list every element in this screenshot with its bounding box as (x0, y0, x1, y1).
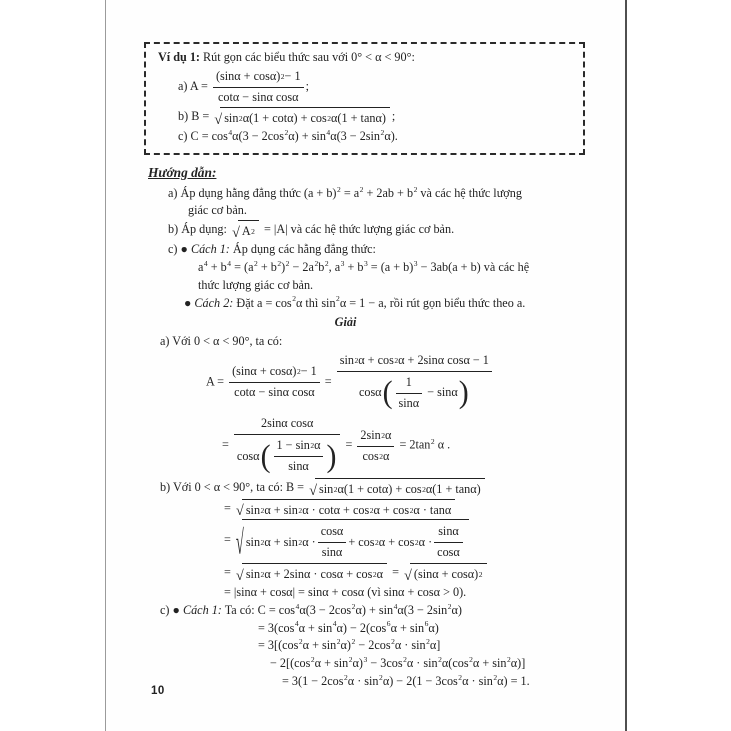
doc-line: a) Với 0 < α < 90°, ta có: (160, 334, 283, 349)
book-page (105, 0, 627, 731)
page-content (106, 0, 625, 691)
doc-line: c) ● Cách 1: Áp dụng các hằng đẳng thức: (168, 242, 376, 257)
doc-line: c) ● Cách 1: Ta có: $C = \cos^4\alpha(3 - 2\cos^2\alpha) + \sin^4\alpha(3 - 2\sin^2\alpha)$ (160, 601, 462, 617)
solution-heading: Giải (334, 315, 357, 330)
doc-line: = $3(\cos^4\alpha + \sin^4\alpha) - 2(\cos^6\alpha + \sin^6\alpha)$ (258, 619, 439, 635)
doc-line: giác cơ bản. (188, 203, 247, 218)
doc-line: Ví dụ 1: Rút gọn các biểu thức sau với 0° < α < 90°: (158, 50, 415, 64)
doc-line: a) Áp dụng hằng đẳng thức $(a + b)^2 = a^2 + 2ab + b^2$ và các hệ thức lượng (168, 184, 522, 200)
doc-line: = $3[(\cos^2\alpha + \sin^2\alpha)^2 - 2\cos^2\alpha \cdot \sin^2\alpha]$ (258, 637, 441, 653)
doc-line: b) B = √ sin 2 α(1 + cotα) + cos 2 α(1 + tanα) ; (178, 107, 575, 128)
doc-line: − $2[(\cos^2\alpha + \sin^2\alpha)^3 - 3\cos^2\alpha \cdot \sin^2\alpha(\cos^2\alpha + \sin^2\alpha)]$ (270, 655, 526, 671)
doc-line: = |sinα + cosα| = sinα + cosα (vì sinα + cosα > 0). (224, 584, 467, 599)
doc-line: a) A = (sinα + cosα) 2 − 1 cotα − sinα cosα ; (178, 68, 309, 104)
doc-line: c) $C = \cos^4\alpha(3 - 2\cos^2\alpha) + \sin^4\alpha(3 - 2\sin^2\alpha)$. (178, 128, 398, 144)
doc-line: $a^4 + b^4 = (a^2 + b^2)^2 - 2a^2b^2$, $a^3 + b^3 = (a + b)^3 - 3ab(a + b)$ và các hệ (198, 258, 530, 274)
doc-line: = √ sin 2 α + sin 2 α · $\frac{\cos\alpha}{\sin\alpha}$ + cos 2 α + cos 2 α · $\frac{\sin\alpha}{\cos\alpha}$ (224, 519, 585, 563)
doc-line: = √ sin 2 α + sin 2 α · cotα + cos 2 α + cos 2 α · tanα (224, 499, 585, 520)
doc-line: b) Với 0 < α < 90°, ta có: B = √ sin 2 α(1 + cotα) + cos 2 α(1 + tanα) (160, 478, 585, 499)
example-box (144, 42, 585, 155)
doc-line: = $3(1 - 2\cos^2\alpha \cdot \sin^2\alpha) - 2(1 - 3\cos^2\alpha \cdot \sin^2\alpha) = 1$. (282, 672, 530, 688)
doc-line: thức lượng giác cơ bản. (198, 277, 314, 292)
page-number: 10 (151, 685, 165, 697)
doc-line: b) Áp dụng: √ A 2 = |A| và các hệ thức lượng giác cơ bản. (168, 220, 585, 241)
doc-line: = √ sin 2 α + 2sinα · cosα + cos 2 α = √ (sinα + cosα) 2 (224, 563, 585, 584)
doc-line: A = (sinα + cosα) 2 − 1 cotα − sinα cosα = sin 2 α + cos 2 α + 2sinα cosα − 1 cosα ( $\frac{1}{\sin\alpha}$ − sinα ) (206, 351, 585, 414)
solution-section (146, 333, 585, 691)
guide-section (146, 185, 585, 313)
doc-line: = 2sinα cosα cosα ( 1 − sin 2 α sinα ) = 2sin 2 α cos 2 α = $2\tan^2$ α . (222, 416, 451, 474)
doc-line: ● Cách 2: Đặt $a = \cos^2\alpha$ thì $\sin^2\alpha = 1 - a$, rồi rút gọn biểu thức theo a. (184, 294, 526, 310)
guide-heading: Hướng dẫn: (148, 165, 217, 181)
